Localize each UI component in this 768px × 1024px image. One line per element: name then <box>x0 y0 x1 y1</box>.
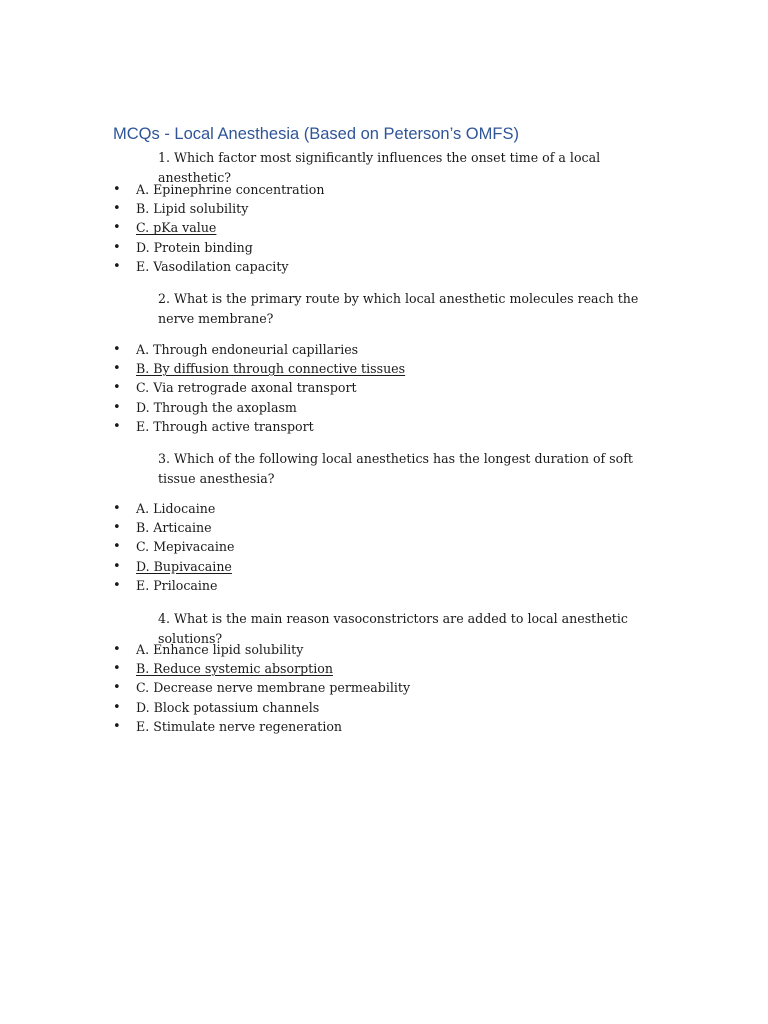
bullet-icon: • <box>113 718 121 734</box>
bullet-icon: • <box>113 577 121 593</box>
question-4-options <box>113 640 410 736</box>
option-2e: • E. Through active transport <box>113 417 405 436</box>
question-2-options <box>113 340 405 436</box>
bullet-icon: • <box>113 680 121 696</box>
bullet-icon: • <box>113 258 121 274</box>
bullet-icon: • <box>113 558 121 574</box>
question-3-options <box>113 499 234 595</box>
bullet-icon: • <box>113 539 121 555</box>
option-1c-correct: • C. pKa value <box>113 218 324 237</box>
bullet-icon: • <box>113 220 121 236</box>
bullet-icon: • <box>113 342 121 357</box>
bullet-icon: • <box>113 520 121 536</box>
bullet-icon: • <box>113 399 121 415</box>
option-4a: • A. Enhance lipid solubility <box>113 640 410 659</box>
question-1-options <box>113 180 324 276</box>
bullet-icon: • <box>113 501 121 516</box>
question-1: 1. Which factor most significantly influences the onset time of a local anesthetic? <box>158 150 601 185</box>
option-1e: • E. Vasodilation capacity <box>113 257 324 276</box>
option-3e: • E. Prilocaine <box>113 576 234 595</box>
option-4e: • E. Stimulate nerve regeneration <box>113 717 410 736</box>
option-4b-correct: • B. Reduce systemic absorption <box>113 659 410 678</box>
option-2c: • C. Via retrograde axonal transport <box>113 378 405 397</box>
bullet-icon: • <box>113 661 121 677</box>
option-2a: • A. Through endoneurial capillaries <box>113 340 405 359</box>
option-3d-correct: • D. Bupivacaine <box>113 557 234 576</box>
bullet-icon: • <box>113 361 121 377</box>
bullet-icon: • <box>113 642 121 657</box>
option-4c: • C. Decrease nerve membrane permeability <box>113 678 410 697</box>
bullet-icon: • <box>113 380 121 396</box>
question-2: 2. What is the primary route by which local anesthetic molecules reach the nerve membrane? <box>158 291 639 326</box>
option-2d: • D. Through the axoplasm <box>113 398 405 417</box>
bullet-icon: • <box>113 699 121 715</box>
bullet-icon: • <box>113 201 121 217</box>
bullet-icon: • <box>113 182 121 197</box>
option-3c: • C. Mepivacaine <box>113 537 234 556</box>
option-1a: • A. Epinephrine concentration <box>113 180 324 199</box>
question-4: 4. What is the main reason vasoconstrictors are added to local anesthetic solutions? <box>158 611 628 646</box>
bullet-icon: • <box>113 418 121 434</box>
option-2b-correct: • B. By diffusion through connective tissues <box>113 359 405 378</box>
option-3a: • A. Lidocaine <box>113 499 234 518</box>
option-1d: • D. Protein binding <box>113 238 324 257</box>
question-3: 3. Which of the following local anesthetics has the longest duration of soft tissue anesthesia? <box>158 451 633 486</box>
bullet-icon: • <box>113 239 121 255</box>
page-title: MCQs - Local Anesthesia (Based on Peterson’s OMFS) <box>113 125 519 143</box>
option-4d: • D. Block potassium channels <box>113 698 410 717</box>
option-1b: • B. Lipid solubility <box>113 199 324 218</box>
option-3b: • B. Articaine <box>113 518 234 537</box>
